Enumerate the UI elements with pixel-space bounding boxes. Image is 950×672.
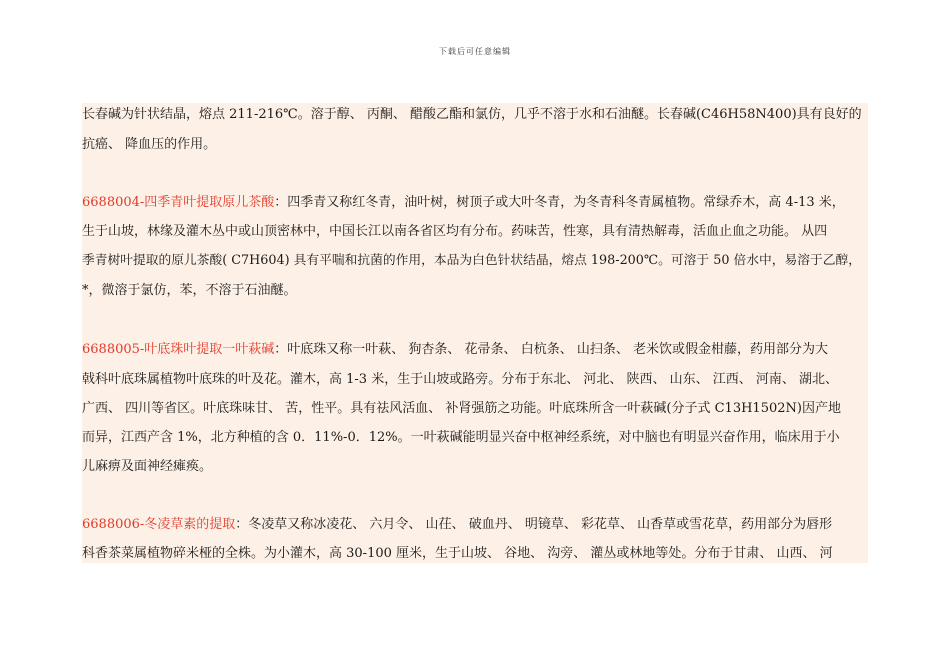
paragraph-line: 而异，江西产含 1%，北方种植的含 0．11%-0．12%。一叶萩碱能明显兴奋中枢神经系统，对中脑也有明显兴奋作用，临床用于小 xyxy=(82,430,840,445)
section-text: ：四季青又称红冬青，油叶树，树顶子或大叶冬青，为冬青科冬青属植物。常绿乔木，高 4-13 米， xyxy=(274,195,845,210)
paragraph-line xyxy=(82,342,828,358)
paragraph-line: 季青树叶提取的原儿茶酸( C7H604) 具有平喘和抗菌的作用，本品为白色针状结晶，熔点 198-200℃。可溶于 50 倍水中，易溶于乙醇， xyxy=(82,253,861,268)
paragraph-line xyxy=(82,195,845,211)
section-heading: 6688004-四季青叶提取原儿茶酸 xyxy=(82,195,275,210)
paragraph-line: 戟科叶底珠属植物叶底珠的叶及花。灌木，高 1-3 米，生于山坡或路旁。分布于东北、 河北、 陕西、 山东、 江西、 河南、 湖北、 xyxy=(82,372,838,387)
paragraph-line: 科香茶菜属植物碎米桠的全株。为小灌木，高 30-100 厘米，生于山坡、 谷地、 沟旁、 灌丛或林地等处。分布于甘肃、 山西、 河 xyxy=(82,546,833,561)
section-heading: 6688006-冬凌草素的提取 xyxy=(82,517,236,532)
paragraph-line: 长春碱为针状结晶，熔点 211-216℃。溶于醇、 丙酮、 醋酸乙酯和氯仿，几乎不溶于水和石油醚。长春碱(C46H58N400)具有良好的 xyxy=(82,107,862,122)
document-body xyxy=(82,103,868,563)
paragraph-line: 抗癌、 降血压的作用。 xyxy=(82,137,217,152)
paragraph-line xyxy=(82,517,832,533)
paragraph-line: 广西、 四川等省区。叶底珠味甘、 苦，性平。具有祛风活血、 补肾强筋之功能。叶底珠所含一叶萩碱(分子式 C13H1502N)因产地 xyxy=(82,401,841,416)
paragraph-line: *，微溶于氯仿，苯，不溶于石油醚。 xyxy=(82,283,297,298)
page-header: 下载后可任意编辑 xyxy=(439,47,511,56)
paragraph-line: 儿麻痹及面神经瘫痪。 xyxy=(82,459,213,474)
section-text: ：叶底珠又称一叶萩、 狗杏条、 花帚条、 白杭条、 山扫条、 老米饮或假金柑藤，药用部分为大 xyxy=(274,342,828,357)
section-heading: 6688005-叶底珠叶提取一叶萩碱 xyxy=(82,342,275,357)
paragraph-line: 生于山坡，林缘及灌木丛中或山顶密林中，中国长江以南各省区均有分布。药味苦，性寒，具有清热解毒，活血止血之功能。 从四 xyxy=(82,224,828,239)
section-text: ：冬凌草又称冰凌花、 六月令、 山茌、 破血丹、 明镜草、 彩花草、 山香草或雪花草，药用部分为唇形 xyxy=(235,517,833,532)
